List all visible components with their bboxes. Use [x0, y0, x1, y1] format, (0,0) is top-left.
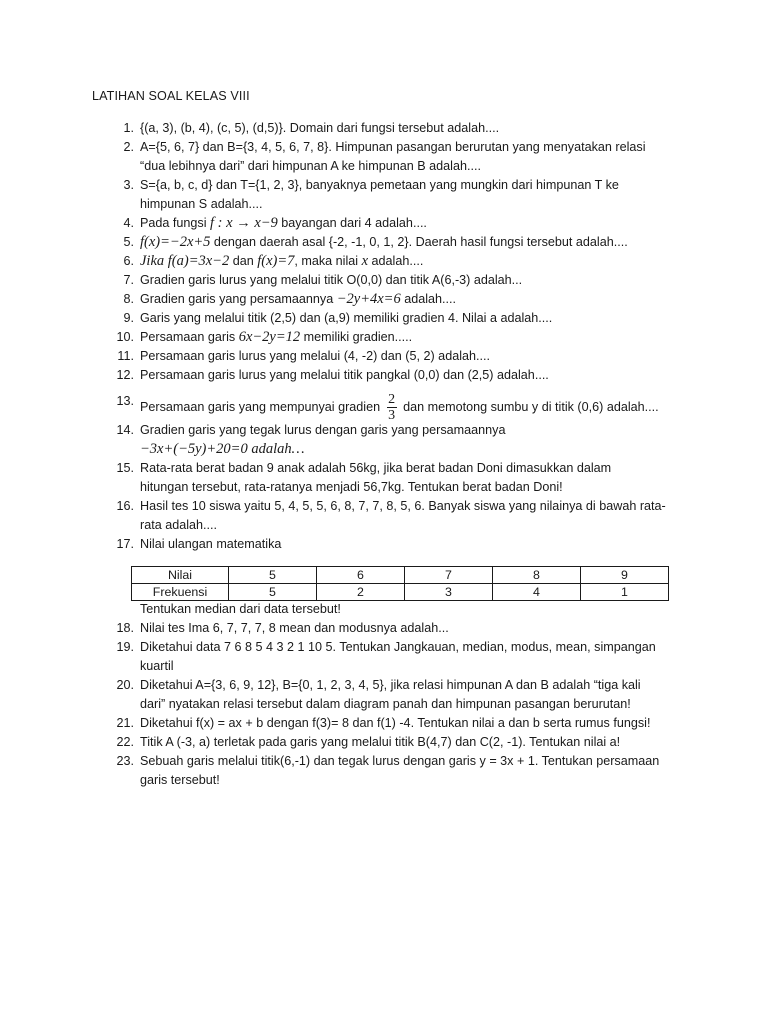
question-body	[140, 119, 680, 138]
question-body	[140, 421, 680, 459]
question-line: Hasil tes 10 siswa yaitu 5, 4, 5, 5, 6, 8, 7, 7, 8, 5, 6. Banyak siswa yang nilainya di bawah rata-	[140, 499, 666, 513]
question-number: 3.	[123, 178, 134, 192]
question-body	[140, 176, 680, 214]
question-body	[140, 733, 680, 752]
table-cell: 9	[581, 567, 669, 584]
question-number: 21.	[116, 716, 134, 730]
question-text: dengan daerah asal {-2, -1, 0, 1, 2}. Daerah hasil fungsi tersebut adalah....	[210, 235, 628, 249]
table-cell: 5	[229, 584, 317, 601]
question-number: 23.	[116, 754, 134, 768]
question-line: himpunan S adalah....	[140, 197, 263, 211]
question-body	[140, 309, 680, 328]
question-text: memiliki gradien.....	[300, 330, 413, 344]
question-body	[140, 497, 680, 535]
question-number: 18.	[116, 621, 134, 635]
question-line	[140, 214, 680, 233]
question-line: Nilai tes Ima 6, 7, 7, 7, 8 mean dan modusnya adalah...	[140, 621, 449, 635]
question-number: 11.	[117, 349, 134, 363]
question-number: 16.	[116, 499, 134, 513]
question-body	[140, 366, 680, 385]
fraction	[387, 392, 397, 423]
table-row	[132, 567, 669, 584]
question-number: 17.	[116, 537, 134, 551]
question-line	[140, 328, 680, 347]
question-number: 13.	[116, 394, 134, 408]
question-line: Titik A (-3, a) terletak pada garis yang melalui titik B(4,7) dan C(2, -1). Tentukan nilai a!	[140, 735, 621, 749]
question-number: 15.	[116, 461, 134, 475]
question-line: Persamaan garis lurus yang melalui titik pangkal (0,0) dan (2,5) adalah....	[140, 368, 549, 382]
question-line	[140, 440, 680, 459]
table-cell: 6	[317, 567, 405, 584]
question-body	[140, 328, 680, 347]
table-row-header: Frekuensi	[132, 584, 229, 601]
table-cell: 8	[493, 567, 581, 584]
question-number: 2.	[123, 140, 134, 154]
question-number: 19.	[116, 640, 134, 654]
question-number: 5.	[123, 235, 134, 249]
table-row-header: Nilai	[132, 567, 229, 584]
table-cell: 1	[581, 584, 669, 601]
question-text: , maka nilai	[294, 254, 362, 268]
question-body	[140, 138, 680, 176]
question-line: dari” nyatakan relasi tersebut dalam diagram panah dan himpunan pasangan berurutan!	[140, 697, 631, 711]
question-text: dan memotong sumbu y di titik (0,6) adalah....	[399, 399, 659, 414]
question-number: 6.	[123, 254, 134, 268]
math-expression: −3x+(−5y)+20=0 adalah…	[140, 441, 305, 457]
fraction-denominator: 3	[388, 408, 396, 423]
question-line	[140, 392, 680, 423]
table-cell: 2	[317, 584, 405, 601]
question-number: 14.	[116, 423, 134, 437]
fraction-numerator: 2	[388, 392, 396, 407]
question-line: {(a, 3), (b, 4), (c, 5), (d,5)}. Domain dari fungsi tersebut adalah....	[140, 121, 500, 135]
math-expression: x	[361, 253, 369, 269]
question-line: Nilai ulangan matematika	[140, 537, 282, 551]
question-text: Persamaan garis yang mempunyai gradien	[140, 399, 384, 414]
question-text: Pada fungsi	[140, 216, 211, 230]
question-line	[140, 252, 680, 271]
question-line: Diketahui f(x) = ax + b dengan f(3)= 8 dan f(1) -4. Tentukan nilai a dan b serta rumus fungsi!	[140, 716, 651, 730]
question-line: garis tersebut!	[140, 773, 220, 787]
question-body	[140, 638, 680, 676]
question-line: Diketahui data 7 6 8 5 4 3 2 1 10 5. Tentukan Jangkauan, median, modus, mean, simpangan	[140, 640, 656, 654]
question-number: 4.	[123, 216, 134, 230]
question-line: A={5, 6, 7} dan B={3, 4, 5, 6, 7, 8}. Himpunan pasangan berurutan yang menyatakan relasi	[140, 140, 646, 154]
question-line: rata adalah....	[140, 518, 218, 532]
table-cell: 7	[405, 567, 493, 584]
question-number: 8.	[123, 292, 134, 306]
question-line: Sebuah garis melalui titik(6,-1) dan tegak lurus dengan garis y = 3x + 1. Tentukan persamaan	[140, 754, 660, 768]
table-cell: 4	[493, 584, 581, 601]
question-body	[140, 714, 680, 733]
question-line: Garis yang melalui titik (2,5) dan (a,9) memiliki gradien 4. Nilai a adalah....	[140, 311, 553, 325]
question-number: 9.	[123, 311, 134, 325]
question-text: adalah....	[368, 254, 424, 268]
question-line: S={a, b, c, d} dan T={1, 2, 3}, banyaknya pemetaan yang mungkin dari himpunan T ke	[140, 178, 619, 192]
question-number: 10.	[116, 330, 134, 344]
math-expression: f(x)=−2x+5	[140, 234, 211, 250]
table-cell: 3	[405, 584, 493, 601]
question-number: 1.	[123, 121, 134, 135]
math-expression: f : x → x−9	[210, 215, 278, 231]
question-body	[140, 214, 680, 233]
question-line	[140, 233, 680, 252]
question-text: Persamaan garis	[140, 330, 239, 344]
question-body	[140, 619, 680, 638]
question-number: 12.	[116, 368, 134, 382]
question-line: Gradien garis yang tegak lurus dengan garis yang persamaannya	[140, 423, 506, 437]
question-body	[140, 347, 680, 366]
math-expression: Jika f(a)=3x−2	[140, 253, 230, 269]
question-line: Rata-rata berat badan 9 anak adalah 56kg, jika berat badan Doni dimasukkan dalam	[140, 461, 612, 475]
question-body	[140, 600, 680, 619]
question-body	[140, 752, 680, 790]
math-expression: 6x−2y=12	[238, 329, 301, 345]
question-line	[140, 290, 680, 309]
document-title: LATIHAN SOAL KELAS VIII	[92, 89, 250, 103]
question-line: Tentukan median dari data tersebut!	[140, 602, 341, 616]
question-body	[140, 535, 680, 554]
question-body	[140, 233, 680, 252]
question-line: “dua lebihnya dari” dari himpunan A ke himpunan B adalah....	[140, 159, 481, 173]
question-text: Gradien garis yang persamaannya	[140, 292, 337, 306]
question-number: 20.	[116, 678, 134, 692]
table-cell: 5	[229, 567, 317, 584]
question-number: 7.	[123, 273, 134, 287]
question-line: hitungan tersebut, rata-ratanya menjadi 56,7kg. Tentukan berat badan Doni!	[140, 480, 563, 494]
question-body	[140, 676, 680, 714]
question-body	[140, 271, 680, 290]
question-body	[140, 290, 680, 309]
math-expression: f(x)=7	[257, 253, 295, 269]
table-row	[132, 584, 669, 601]
question-line: kuartil	[140, 659, 174, 673]
question-number: 22.	[116, 735, 134, 749]
question-body	[140, 459, 680, 497]
math-expression: −2y+4x=6	[336, 291, 401, 307]
question-text: adalah....	[400, 292, 457, 306]
question-line: Diketahui A={3, 6, 9, 12}, B={0, 1, 2, 3, 4, 5}, jika relasi himpunan A dan B adalah “tiga kali	[140, 678, 641, 692]
frequency-table	[131, 566, 669, 601]
question-line: Gradien garis lurus yang melalui titik O(0,0) dan titik A(6,-3) adalah...	[140, 273, 523, 287]
question-line: Persamaan garis lurus yang melalui (4, -2) dan (5, 2) adalah....	[140, 349, 490, 363]
question-text: dan	[229, 254, 258, 268]
question-body	[140, 392, 680, 423]
question-text: bayangan dari 4 adalah....	[277, 216, 427, 230]
question-body	[140, 252, 680, 271]
